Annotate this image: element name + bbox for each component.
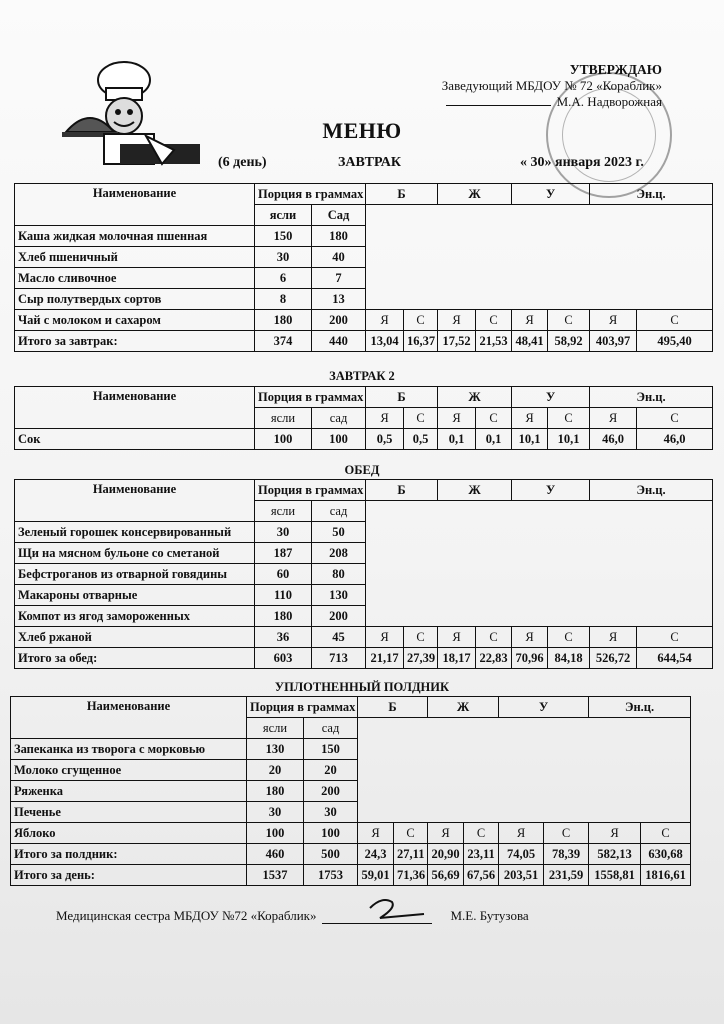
col-ya: Я bbox=[366, 408, 404, 429]
portion-yasli: 60 bbox=[255, 564, 312, 585]
total-value: 21,17 bbox=[366, 648, 404, 669]
portion-sad: 45 bbox=[312, 627, 366, 648]
portion-yasli: 187 bbox=[255, 543, 312, 564]
portion-sad: 200 bbox=[312, 606, 366, 627]
total-value: 48,41 bbox=[512, 331, 548, 352]
total-value: 70,96 bbox=[512, 648, 548, 669]
total-value: 495,40 bbox=[637, 331, 713, 352]
total-sad: 713 bbox=[312, 648, 366, 669]
approval-position: Заведующий МБДОУ № 72 «Кораблик» bbox=[441, 78, 662, 93]
dish-name: Сок bbox=[15, 429, 255, 450]
header-zh: Ж bbox=[438, 387, 512, 408]
header-u: У bbox=[499, 697, 589, 718]
header-b: Б bbox=[358, 697, 428, 718]
total-value: 84,18 bbox=[548, 648, 590, 669]
nutrient-value: 0,5 bbox=[366, 429, 404, 450]
day-total-row bbox=[11, 865, 691, 886]
header-b: Б bbox=[366, 387, 438, 408]
total-value: 20,90 bbox=[428, 844, 464, 865]
total-value: 630,68 bbox=[641, 844, 691, 865]
col-ya: Я bbox=[590, 310, 637, 331]
portion-sad: 20 bbox=[304, 760, 358, 781]
header-zh: Ж bbox=[438, 184, 512, 205]
total-value: 526,72 bbox=[590, 648, 637, 669]
nutrient-value: 0,1 bbox=[476, 429, 512, 450]
header-u: У bbox=[512, 184, 590, 205]
header-zh: Ж bbox=[438, 480, 512, 501]
col-s: С bbox=[404, 408, 438, 429]
total-sad: 440 bbox=[312, 331, 366, 352]
header-sad: сад bbox=[312, 501, 366, 522]
total-row bbox=[15, 331, 713, 352]
approval-signer: М.А. Надворожная bbox=[556, 94, 662, 109]
header-yasli: ясли bbox=[255, 408, 312, 429]
dish-name: Щи на мясном бульоне со сметаной bbox=[15, 543, 255, 564]
total-value: 24,3 bbox=[358, 844, 394, 865]
col-s: С bbox=[476, 310, 512, 331]
nutrient-value: 0,1 bbox=[438, 429, 476, 450]
col-s: С bbox=[637, 310, 713, 331]
day-label: (6 день) bbox=[218, 155, 267, 170]
portion-sad: 13 bbox=[312, 289, 366, 310]
day-total-value: 203,51 bbox=[499, 865, 544, 886]
portion-yasli: 110 bbox=[255, 585, 312, 606]
day-total-value: 67,56 bbox=[464, 865, 499, 886]
col-ya: Я bbox=[366, 310, 404, 331]
header-portion: Порция в граммах bbox=[247, 697, 358, 718]
header-b: Б bbox=[366, 480, 438, 501]
col-s: С bbox=[544, 823, 589, 844]
header-portion: Порция в граммах bbox=[255, 387, 366, 408]
total-value: 27,11 bbox=[394, 844, 428, 865]
portion-yasli: 100 bbox=[247, 823, 304, 844]
breakfast-table bbox=[14, 183, 713, 352]
dish-name: Макароны отварные bbox=[15, 585, 255, 606]
dish-name: Печенье bbox=[11, 802, 247, 823]
approval-signature-line bbox=[446, 105, 551, 106]
page-title: МЕНЮ bbox=[322, 118, 402, 143]
total-value: 27,39 bbox=[404, 648, 438, 669]
snack-table bbox=[10, 696, 691, 886]
header-yasli: ясли bbox=[247, 718, 304, 739]
total-value: 17,52 bbox=[438, 331, 476, 352]
dish-name: Чай с молоком и сахаром bbox=[15, 310, 255, 331]
total-label: Итого за завтрак: bbox=[15, 331, 255, 352]
header-name: Наименование bbox=[15, 184, 255, 226]
day-total-value: 1558,81 bbox=[589, 865, 641, 886]
col-ya: Я bbox=[512, 310, 548, 331]
col-ya: Я bbox=[438, 408, 476, 429]
day-total-value: 71,36 bbox=[394, 865, 428, 886]
nurse-name: М.Е. Бутузова bbox=[450, 908, 529, 923]
header-u: У bbox=[512, 387, 590, 408]
col-s: С bbox=[548, 408, 590, 429]
total-value: 21,53 bbox=[476, 331, 512, 352]
total-value: 74,05 bbox=[499, 844, 544, 865]
col-s: С bbox=[641, 823, 691, 844]
total-sad: 500 bbox=[304, 844, 358, 865]
total-value: 644,54 bbox=[637, 648, 713, 669]
header-en: Эн.ц. bbox=[590, 480, 713, 501]
portion-yasli: 20 bbox=[247, 760, 304, 781]
col-ya: Я bbox=[590, 408, 637, 429]
total-value: 78,39 bbox=[544, 844, 589, 865]
portion-yasli: 150 bbox=[255, 226, 312, 247]
col-ya: Я bbox=[589, 823, 641, 844]
dish-name: Запеканка из творога с морковью bbox=[11, 739, 247, 760]
day-total-value: 231,59 bbox=[544, 865, 589, 886]
approval-block bbox=[382, 62, 662, 110]
col-s: С bbox=[548, 627, 590, 648]
portion-sad: 130 bbox=[312, 585, 366, 606]
dish-name: Молоко сгущенное bbox=[11, 760, 247, 781]
col-ya: Я bbox=[512, 408, 548, 429]
portion-sad: 40 bbox=[312, 247, 366, 268]
table-row bbox=[15, 429, 713, 450]
day-total-yasli: 1537 bbox=[247, 865, 304, 886]
header-b: Б bbox=[366, 184, 438, 205]
total-value: 23,11 bbox=[464, 844, 499, 865]
header-en: Эн.ц. bbox=[590, 184, 713, 205]
nurse-signature-line bbox=[56, 908, 529, 924]
total-value: 16,37 bbox=[404, 331, 438, 352]
col-ya: Я bbox=[428, 823, 464, 844]
portion-sad: 80 bbox=[312, 564, 366, 585]
dish-name: Сыр полутвердых сортов bbox=[15, 289, 255, 310]
total-value: 22,83 bbox=[476, 648, 512, 669]
signature-underline bbox=[322, 923, 432, 924]
section-title-snack: УПЛОТНЕННЫЙ ПОЛДНИК bbox=[274, 680, 450, 694]
total-value: 18,17 bbox=[438, 648, 476, 669]
col-s: С bbox=[548, 310, 590, 331]
portion-yasli: 6 bbox=[255, 268, 312, 289]
total-yasli: 603 bbox=[255, 648, 312, 669]
header-u: У bbox=[512, 480, 590, 501]
approval-heading: УТВЕРЖДАЮ bbox=[569, 62, 662, 77]
header-sad: сад bbox=[312, 408, 366, 429]
nutrition-blank-area bbox=[366, 205, 713, 310]
total-value: 58,92 bbox=[548, 331, 590, 352]
col-s: С bbox=[637, 408, 713, 429]
dish-name: Хлеб ржаной bbox=[15, 627, 255, 648]
nutrient-value: 46,0 bbox=[590, 429, 637, 450]
total-label: Итого за полдник: bbox=[11, 844, 247, 865]
col-ya: Я bbox=[590, 627, 637, 648]
nutrient-value: 10,1 bbox=[548, 429, 590, 450]
portion-yasli: 30 bbox=[255, 522, 312, 543]
header-yasli: ясли bbox=[255, 501, 312, 522]
dish-name: Яблоко bbox=[11, 823, 247, 844]
header-yasli: ясли bbox=[255, 205, 312, 226]
col-s: С bbox=[404, 627, 438, 648]
col-ya: Я bbox=[438, 310, 476, 331]
col-s: С bbox=[637, 627, 713, 648]
dish-name: Масло сливочное bbox=[15, 268, 255, 289]
header-en: Эн.ц. bbox=[589, 697, 691, 718]
day-total-value: 1816,61 bbox=[641, 865, 691, 886]
breakfast2-table bbox=[14, 386, 713, 450]
portion-yasli: 100 bbox=[255, 429, 312, 450]
header-name: Наименование bbox=[15, 387, 255, 429]
portion-sad: 50 bbox=[312, 522, 366, 543]
portion-sad: 208 bbox=[312, 543, 366, 564]
col-ya: Я bbox=[366, 627, 404, 648]
portion-sad: 100 bbox=[312, 429, 366, 450]
portion-sad: 30 bbox=[304, 802, 358, 823]
nutrient-value: 46,0 bbox=[637, 429, 713, 450]
dish-name: Хлеб пшеничный bbox=[15, 247, 255, 268]
portion-yasli: 180 bbox=[255, 606, 312, 627]
col-s: С bbox=[394, 823, 428, 844]
header-portion: Порция в граммах bbox=[255, 184, 366, 205]
portion-sad: 200 bbox=[312, 310, 366, 331]
portion-yasli: 8 bbox=[255, 289, 312, 310]
total-yasli: 374 bbox=[255, 331, 312, 352]
dish-name: Компот из ягод замороженных bbox=[15, 606, 255, 627]
total-value: 13,04 bbox=[366, 331, 404, 352]
col-s: С bbox=[476, 408, 512, 429]
col-s: С bbox=[464, 823, 499, 844]
date-label: « 30» января 2023 г. bbox=[520, 155, 644, 170]
portion-yasli: 30 bbox=[247, 802, 304, 823]
day-total-label: Итого за день: bbox=[11, 865, 247, 886]
nutrient-value: 0,5 bbox=[404, 429, 438, 450]
portion-yasli: 180 bbox=[255, 310, 312, 331]
day-total-value: 59,01 bbox=[358, 865, 394, 886]
portion-yasli: 130 bbox=[247, 739, 304, 760]
portion-sad: 100 bbox=[304, 823, 358, 844]
dish-name: Зеленый горошек консервированный bbox=[15, 522, 255, 543]
col-s: С bbox=[404, 310, 438, 331]
portion-sad: 180 bbox=[312, 226, 366, 247]
breakfast-label: ЗАВТРАК bbox=[338, 155, 402, 170]
portion-sad: 7 bbox=[312, 268, 366, 289]
table-row bbox=[15, 627, 713, 648]
header-sad: сад bbox=[304, 718, 358, 739]
col-ya: Я bbox=[438, 627, 476, 648]
section-title-breakfast2: ЗАВТРАК 2 bbox=[329, 369, 395, 383]
col-ya: Я bbox=[358, 823, 394, 844]
header-zh: Ж bbox=[428, 697, 499, 718]
nutrition-blank-area bbox=[366, 501, 713, 627]
header-en: Эн.ц. bbox=[590, 387, 713, 408]
portion-yasli: 36 bbox=[255, 627, 312, 648]
dish-name: Ряженка bbox=[11, 781, 247, 802]
portion-yasli: 180 bbox=[247, 781, 304, 802]
nurse-label: Медицинская сестра МБДОУ №72 «Кораблик» bbox=[56, 908, 317, 923]
nutrition-blank-area bbox=[358, 718, 691, 823]
day-total-value: 56,69 bbox=[428, 865, 464, 886]
day-total-sad: 1753 bbox=[304, 865, 358, 886]
total-row bbox=[11, 844, 691, 865]
table-row bbox=[15, 310, 713, 331]
header-sad: Сад bbox=[312, 205, 366, 226]
header-name: Наименование bbox=[11, 697, 247, 739]
total-row bbox=[15, 648, 713, 669]
table-row bbox=[11, 823, 691, 844]
dish-name: Каша жидкая молочная пшенная bbox=[15, 226, 255, 247]
chef-illustration bbox=[62, 58, 212, 168]
section-title-lunch: ОБЕД bbox=[344, 463, 380, 477]
portion-sad: 150 bbox=[304, 739, 358, 760]
total-value: 403,97 bbox=[590, 331, 637, 352]
total-value: 582,13 bbox=[589, 844, 641, 865]
portion-yasli: 30 bbox=[255, 247, 312, 268]
dish-name: Бефстроганов из отварной говядины bbox=[15, 564, 255, 585]
col-ya: Я bbox=[512, 627, 548, 648]
nutrient-value: 10,1 bbox=[512, 429, 548, 450]
lunch-table bbox=[14, 479, 713, 669]
total-label: Итого за обед: bbox=[15, 648, 255, 669]
total-yasli: 460 bbox=[247, 844, 304, 865]
header-name: Наименование bbox=[15, 480, 255, 522]
portion-sad: 200 bbox=[304, 781, 358, 802]
col-ya: Я bbox=[499, 823, 544, 844]
col-s: С bbox=[476, 627, 512, 648]
header-portion: Порция в граммах bbox=[255, 480, 366, 501]
